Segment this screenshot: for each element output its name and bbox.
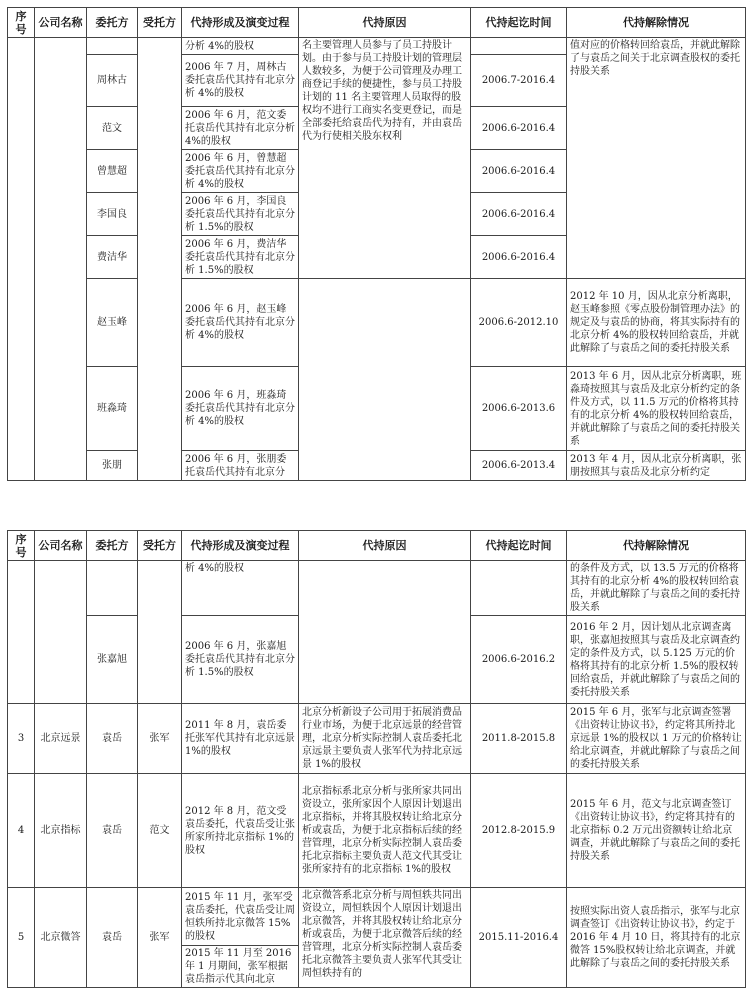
process-cell: 2006 年 6 月，费洁华委托袁岳代其持有北京分析 1.5%的股权 [182,236,299,279]
header-release: 代持解除情况 [567,8,746,38]
process-cell: 2006 年 6 月，班淼琦委托袁岳代其持有北京分析 4%的股权 [182,367,299,451]
period-cell: 2006.6-2016.4 [471,150,567,193]
header-period: 代持起讫时间 [471,531,567,561]
process-cell: 2006 年 6 月，范文委托袁岳代其持有北京分析 4%的股权 [182,107,299,150]
header-principal: 委托方 [87,531,138,561]
principal-cell: 袁岳 [87,704,138,774]
company-cell: 北京指标 [35,774,87,888]
period-cell: 2015.11-2016.4 [471,888,567,988]
principal-cell: 范文 [87,107,138,150]
reason-cell [299,279,471,481]
seq-cell: 3 [8,704,35,774]
period-cell: 2012.8-2015.9 [471,774,567,888]
company-cell [35,38,87,481]
process-cell: 2015 年 11 月，张军受袁岳委托，代袁岳受让周恒轶所持北京微答 15%的股权 [182,888,299,946]
entrustment-table-part2 [7,530,746,988]
header-company: 公司名称 [35,8,87,38]
process-cell: 2006 年 6 月，张朋委托袁岳代其持有北京分 [182,451,299,481]
reason-cell: 名主要管理人员参与了员工持股计划。由于参与员工持股计划的管理层人数较多，为便于公司管理及办理工商登记手续的便捷性，参与员工持股计划的 11 名主要管理人员取得的股权均不进行工商实名变更登记，而是全部委托给袁岳代为持有，并由袁岳代为行使相关股东权利 [299,38,471,279]
principal-cell: 李国良 [87,193,138,236]
header-row [8,531,746,561]
reason-cell: 北京微答系北京分析与周恒轶共同出资设立，周恒轶因个人原因计划退出北京微答，并将其股权转让给北京分析或袁岳，为便于北京微答后续的经营管理，北京分析实际控制人袁岳委托北京微答主要负责人张军代其受让周恒轶持有的 [299,888,471,988]
table-row [8,561,746,616]
header-principal: 委托方 [87,8,138,38]
header-agent: 受托方 [138,531,182,561]
principal-cell: 费洁华 [87,236,138,279]
period-cell: 2006.7-2016.4 [471,55,567,107]
entrustment-table-part1 [7,7,746,481]
principal-cell [87,561,138,616]
principal-cell [87,38,138,55]
period-cell: 2006.6-2016.2 [471,616,567,704]
release-cell: 2015 年 6 月，范文与北京调查签订《出资转让协议书》，约定将其持有的北京指标 0.2 万元出资额转让给北京调查，并就此解除了与袁岳之间的委托持股关系 [567,774,746,888]
agent-cell: 张军 [138,704,182,774]
period-cell: 2006.6-2016.4 [471,193,567,236]
process-cell: 2006 年 7 月，周林古委托袁岳代其持有北京分析 4%的股权 [182,55,299,107]
period-cell: 2006.6-2016.4 [471,236,567,279]
reason-cell: 北京分析新设子公司用于拓展消费品行业市场，为便于北京远景的经营管理，北京分析实际控制人袁岳委托北京远景主要负责人张军代为持北京远景 1%的股权 [299,704,471,774]
header-process: 代持形成及演变过程 [182,531,299,561]
header-agent: 受托方 [138,8,182,38]
header-row [8,8,746,38]
process-cell: 2006 年 6 月，曾慧超委托袁岳代其持有北京分析 4%的股权 [182,150,299,193]
principal-cell: 赵玉峰 [87,279,138,367]
company-cell: 北京微答 [35,888,87,988]
release-cell: 2016 年 2 月，因计划从北京调查离职，张嘉旭按照其与袁岳及北京调查约定的条件及方式，以 5.125 万元的价格将其持有的北京分析 1.5%的股权转回给袁岳，并就此解除了与袁岳之间的委托持股关系 [567,616,746,704]
process-cell: 2006 年 6 月，李国良委托袁岳代其持有北京分析 1.5%的股权 [182,193,299,236]
process-cell: 2006 年 6 月，赵玉峰委托袁岳代其持有北京分析 4%的股权 [182,279,299,367]
header-reason: 代持原因 [299,8,471,38]
table-row [8,38,746,55]
header-seq: 序号 [8,8,35,38]
agent-cell [138,561,182,704]
process-cell: 2011 年 8 月，袁岳委托张军代其持有北京远景 1%的股权 [182,704,299,774]
period-cell: 2006.6-2013.4 [471,451,567,481]
period-cell [471,561,567,616]
process-cell: 析 4%的股权 [182,561,299,616]
process-cell: 分析 4%的股权 [182,38,299,55]
period-cell: 2006.6-2016.4 [471,107,567,150]
process-cell: 2015 年 11 月至 2016 年 1 月期间，张军根据袁岳指示代其向北京 [182,946,299,988]
table-row [8,774,746,888]
company-cell [35,561,87,704]
principal-cell: 袁岳 [87,888,138,988]
release-cell: 的条件及方式，以 13.5 万元的价格将其持有的北京分析 4%的股权转回给袁岳，并就此解除了与袁岳之间的委托持股关系 [567,561,746,616]
reason-cell [299,561,471,704]
process-cell: 2006 年 6 月，张嘉旭委托袁岳代其持有北京分析 1.5%的股权 [182,616,299,704]
release-cell: 2015 年 6 月，张军与北京调查签署《出资转让协议书》，约定将其所持北京远景 1%的股权以 1 万元的价格转让给北京调查，并就此解除了与袁岳之间的委托持股关系 [567,704,746,774]
table-row [8,888,746,946]
period-cell: 2006.6-2012.10 [471,279,567,367]
release-cell: 值对应的价格转回给袁岳，并就此解除了与袁岳之间关于北京调查股权的委托持股关系 [567,38,746,279]
seq-cell [8,38,35,481]
seq-cell: 4 [8,774,35,888]
seq-cell: 5 [8,888,35,988]
release-cell: 2012 年 10 月，因从北京分析离职，赵玉峰参照《零点股份制管理办法》的规定及与袁岳的协商，将其实际持有的北京分析 4%的股权转回给袁岳，并就此解除了与袁岳之间的委托持股关系 [567,279,746,367]
agent-cell: 范文 [138,774,182,888]
release-cell: 2013 年 6 月，因从北京分析离职，班淼琦按照其与袁岳及北京分析约定的条件及方式，以 11.5 万元的价格将其持有的北京分析 4%的股权转回给袁岳，并就此解除了与袁岳之间的委托持股关系 [567,367,746,451]
agent-cell [138,38,182,481]
header-release: 代持解除情况 [567,531,746,561]
header-company: 公司名称 [35,531,87,561]
principal-cell: 袁岳 [87,774,138,888]
table-row [8,279,746,367]
period-cell: 2011.8-2015.8 [471,704,567,774]
agent-cell: 张军 [138,888,182,988]
release-cell: 2013 年 4 月，因从北京分析离职，张朋按照其与袁岳及北京分析约定 [567,451,746,481]
table-row [8,704,746,774]
header-process: 代持形成及演变过程 [182,8,299,38]
principal-cell: 张朋 [87,451,138,481]
header-period: 代持起讫时间 [471,8,567,38]
seq-cell [8,561,35,704]
header-reason: 代持原因 [299,531,471,561]
period-cell: 2006.6-2013.6 [471,367,567,451]
principal-cell: 张嘉旭 [87,616,138,704]
principal-cell: 曾慧超 [87,150,138,193]
principal-cell: 班淼琦 [87,367,138,451]
company-cell: 北京远景 [35,704,87,774]
reason-cell: 北京指标系北京分析与张所家共同出资设立，张所家因个人原因计划退出北京指标，并将其股权转让给北京分析或袁岳，为便于北京指标后续的经营管理，北京分析实际控制人袁岳委托北京指标主要负责人范文代其受让张所家持有的北京指标 1%的股权 [299,774,471,888]
process-cell: 2012 年 8 月，范文受袁岳委托，代袁岳受让张所家所持北京指标 1%的股权 [182,774,299,888]
principal-cell: 周林古 [87,55,138,107]
header-seq: 序号 [8,531,35,561]
release-cell: 按照实际出资人袁岳指示，张军与北京调查签订《出资转让协议书》，约定于 2016 年 4 月 10 日，将其持有的北京微答 15%股权转让给北京调查，并就此解除了与袁岳之间的委托持股关系 [567,888,746,988]
period-cell [471,38,567,55]
